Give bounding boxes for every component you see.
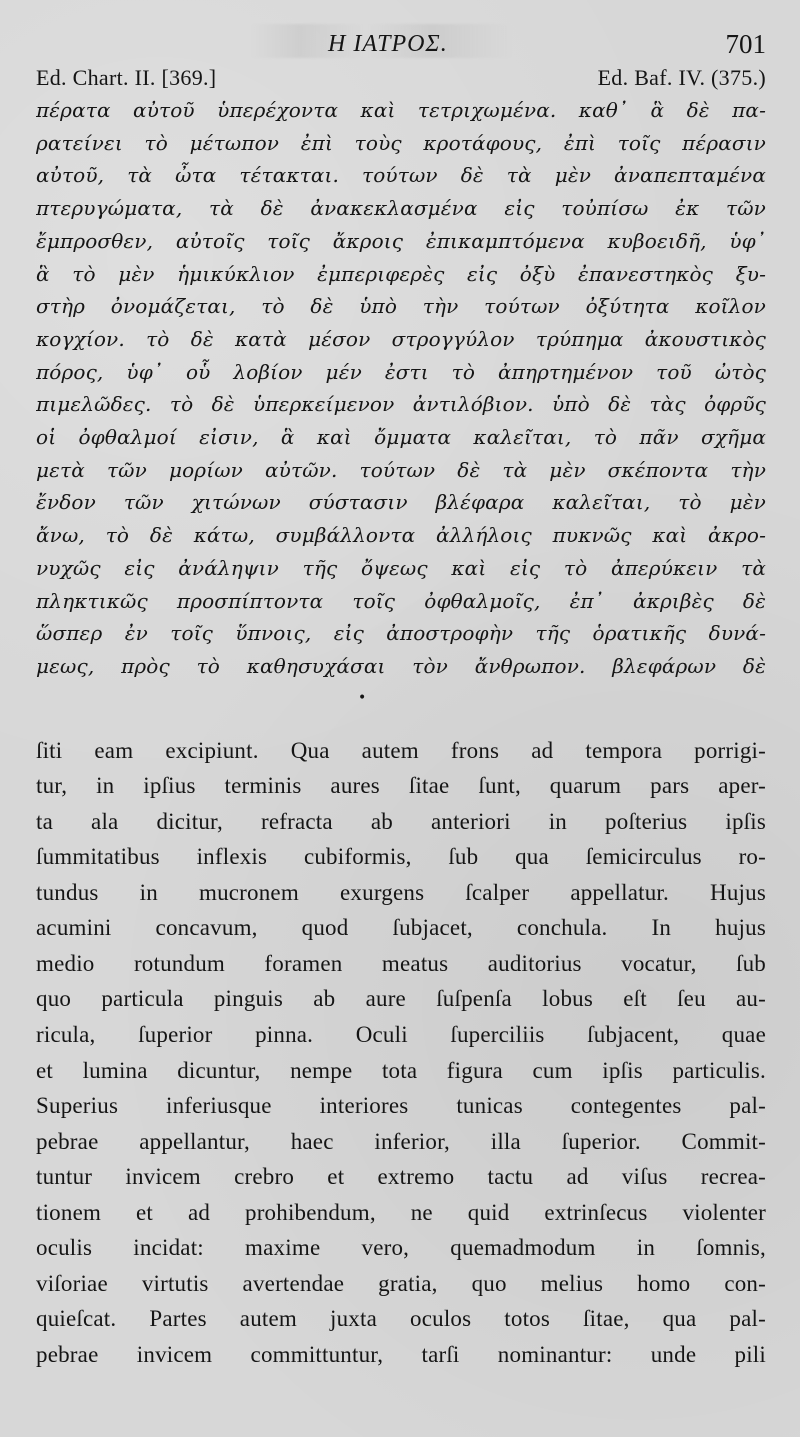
- latin-line: acumini concavum, quod ſubjacet, conchula. In hujus: [36, 915, 766, 941]
- latin-line: ta ala dicitur, refracta ab anteriori in poſterius ipſis: [36, 808, 766, 834]
- latin-line: tundus in mucronem exurgens ſcalper appellatur. Hujus: [36, 879, 766, 905]
- greek-line: ἔνδον τῶν χιτώνων σύστασιν βλέφαρα καλεῖται, τὸ μὲν: [36, 490, 766, 515]
- greek-line: οἱ ὀφθαλμοί εἰσιν, ἃ καὶ ὄμματα καλεῖται, τὸ πᾶν σχῆμα: [36, 425, 766, 450]
- latin-line: tuntur invicem crebro et extremo tactu ad viſus recrea-: [36, 1164, 766, 1190]
- greek-line: νυχῶς εἰς ἀνάληψιν τῆς ὄψεως καὶ εἰς τὸ ἀπερύκειν τὰ: [36, 555, 766, 580]
- greek-line: μεως, πρὸς τὸ καθησυχάσαι τὸν ἄνθρωπον. βλεφάρων δὲ: [36, 653, 766, 678]
- latin-line: ſiti eam excipiunt. Qua autem frons ad tempora porrigi-: [36, 737, 766, 763]
- greek-line: ἄνω, τὸ δὲ κάτω, συμβάλλοντα ἀλλήλοις πυκνῶς καὶ ἀκρο-: [36, 523, 766, 548]
- page-header: [36, 26, 766, 66]
- greek-line: κογχίον. τὸ δὲ κατὰ μέσον στρογγύλον τρύπημα ἀκουστικὸς: [36, 326, 766, 351]
- page-number: 701: [725, 29, 766, 59]
- greek-line: πόρος, ὑφ᾽ οὗ λοβίον μέν ἐστι τὸ ἀπηρτημένον τοῦ ὠτὸς: [36, 359, 766, 384]
- latin-line: oculis incidat: maxime vero, quemadmodum in ſomnis,: [36, 1235, 766, 1261]
- running-title: Η ΙΑΤΡΟΣ.: [328, 31, 448, 57]
- separator-dot: •: [358, 689, 367, 706]
- latin-line: viſoriae virtutis avertendae gratia, quo melius homo con-: [36, 1270, 766, 1296]
- greek-text-block: [36, 94, 766, 683]
- greek-line: πιμελῶδες. τὸ δὲ ὑπερκείμενον ἀντιλόβιον. ὑπὸ δὲ τὰς ὀφρῦς: [36, 392, 766, 417]
- latin-line: medio rotundum foramen meatus auditorius vocatur, ſub: [36, 950, 766, 976]
- latin-line: pebrae invicem committuntur, tarſi nominantur: unde pili: [36, 1341, 766, 1367]
- greek-line: αὐτοῦ, τὰ ὦτα τέτακται. τούτων δὲ τὰ μὲν ἀναπεπταμένα: [36, 163, 766, 188]
- greek-line: ἃ τὸ μὲν ἡμικύκλιον ἐμπεριφερὲς εἰς ὀξὺ ἐπανεστηκὸς ξυ-: [36, 261, 766, 286]
- latin-line: tur, in ipſius terminis aures ſitae ſunt, quarum pars aper-: [36, 773, 766, 799]
- latin-line: et lumina dicuntur, nempe tota figura cum ipſis particulis.: [36, 1057, 766, 1083]
- edition-reference-line: [36, 64, 766, 92]
- greek-line: μετὰ τῶν μορίων αὐτῶν. τούτων δὲ τὰ μὲν σκέποντα τὴν: [36, 457, 766, 482]
- section-separator: [36, 683, 766, 733]
- latin-text-block: [36, 733, 766, 1373]
- edition-right: Ed. Baf. IV. (375.): [597, 65, 766, 90]
- latin-line: quo particula pinguis ab aure ſuſpenſa lobus eſt ſeu au-: [36, 986, 766, 1012]
- latin-line: tionem et ad prohibendum, ne quid extrinſecus violenter: [36, 1199, 766, 1225]
- greek-line: ρατείνει τὸ μέτωπον ἐπὶ τοὺς κροτάφους, ἐπὶ τοῖς πέρασιν: [36, 130, 766, 155]
- latin-line: pebrae appellantur, haec inferior, illa ſuperior. Commit-: [36, 1128, 766, 1154]
- greek-line: ἔμπροσθεν, αὐτοῖς τοῖς ἄκροις ἐπικαμπτόμενα κυβοειδῆ, ὑφ᾽: [36, 228, 766, 253]
- latin-line: ſummitatibus inflexis cubiformis, ſub qua ſemicirculus ro-: [36, 844, 766, 870]
- greek-line: πέρατα αὐτοῦ ὑπερέχοντα καὶ τετριχωμένα. καθ᾽ ἃ δὲ πα-: [36, 98, 766, 122]
- greek-line: στὴρ ὀνομάζεται, τὸ δὲ ὑπὸ τὴν τούτων ὀξύτητα κοῖλον: [36, 294, 766, 319]
- latin-line: ricula, ſuperior pinna. Oculi ſuperciliis ſubjacent, quae: [36, 1022, 766, 1048]
- latin-line: quieſcat. Partes autem juxta oculos totos ſitae, qua pal-: [36, 1306, 766, 1332]
- latin-line: Superius inferiusque interiores tunicas contegentes pal-: [36, 1093, 766, 1119]
- edition-left: Ed. Chart. II. [369.]: [36, 65, 217, 90]
- greek-line: πτερυγώματα, τὰ δὲ ἀνακεκλασμένα εἰς τοὐπίσω ἐκ τῶν: [36, 196, 766, 221]
- greek-line: ὥσπερ ἐν τοῖς ὕπνοις, εἰς ἀποστροφὴν τῆς ὁρατικῆς δυνά-: [36, 621, 766, 646]
- greek-line: πληκτικῶς προσπίπτοντα τοῖς ὀφθαλμοῖς, ἐπ᾽ ἀκριβὲς δὲ: [36, 588, 766, 613]
